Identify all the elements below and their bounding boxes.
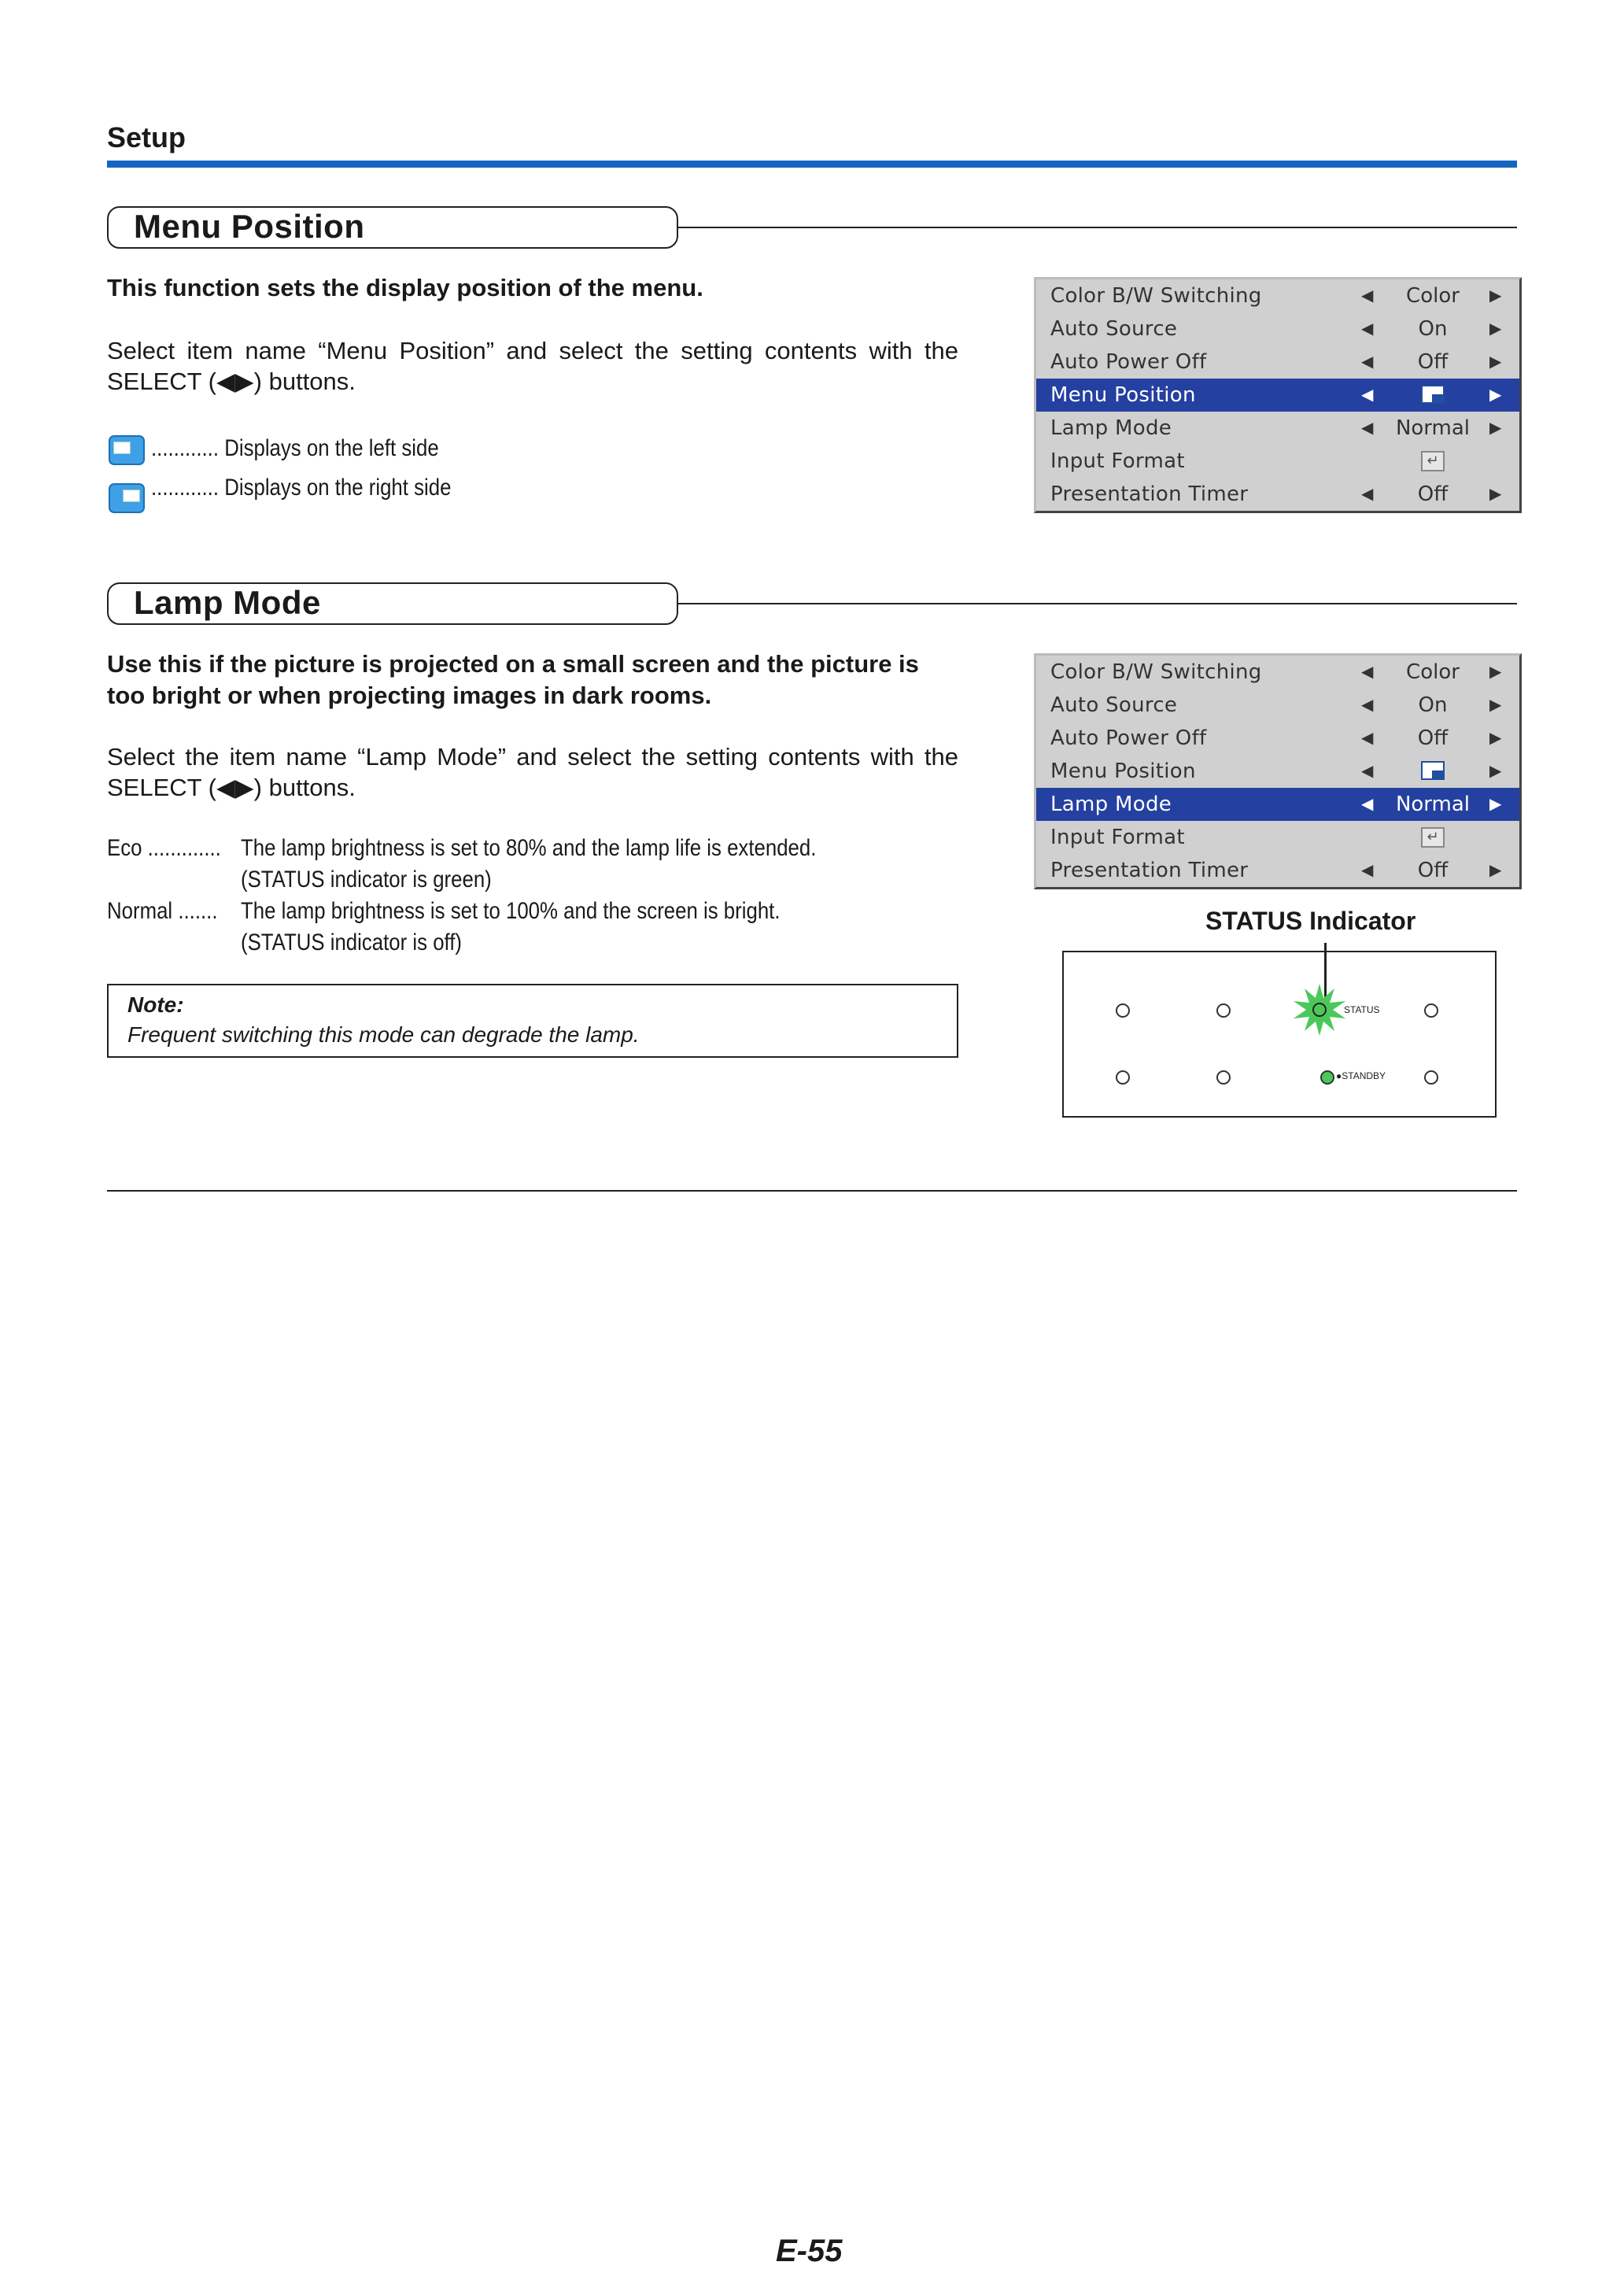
osd-label: Input Format bbox=[1050, 826, 1185, 849]
osd-value: Color bbox=[1406, 284, 1460, 308]
left-arrow-icon: ◀ bbox=[1361, 860, 1374, 879]
osd-row-auto-source[interactable] bbox=[1036, 312, 1519, 346]
right-arrow-icon: ▶ bbox=[1489, 286, 1502, 305]
note-text: Frequent switching this mode can degrade the lamp. bbox=[127, 1022, 640, 1047]
menu-position-lead: This function sets the display position of the menu. bbox=[107, 274, 703, 301]
option-leader: ....... bbox=[178, 898, 218, 924]
menu-left-icon bbox=[109, 435, 145, 465]
menu-position-body: Select item name “Menu Position” and select the setting contents with the SELECT (◀▶) buttons. bbox=[107, 337, 958, 395]
menu-right-icon bbox=[109, 483, 145, 513]
right-arrow-icon: ▶ bbox=[1489, 695, 1502, 714]
right-arrow-icon: ▶ bbox=[1489, 860, 1502, 879]
status-panel bbox=[1062, 951, 1497, 1118]
option-left bbox=[151, 433, 439, 464]
left-arrow-icon: ◀ bbox=[1361, 352, 1374, 371]
osd-row-input-format[interactable] bbox=[1036, 445, 1519, 478]
osd-value: Off bbox=[1417, 859, 1449, 882]
osd-label: Lamp Mode bbox=[1050, 416, 1172, 440]
osd-value: Color bbox=[1406, 660, 1460, 684]
lamp-option-eco-text: The lamp brightness is set to 80% and the lamp life is extended. bbox=[241, 835, 817, 861]
osd-row-menu-position[interactable] bbox=[1036, 755, 1519, 788]
indicator-hole bbox=[1216, 1003, 1231, 1018]
note-title: Note: bbox=[127, 992, 184, 1017]
menu-position-icon bbox=[1421, 385, 1445, 404]
left-arrow-icon: ◀ bbox=[1361, 794, 1374, 813]
osd-row-auto-power-off[interactable] bbox=[1036, 346, 1519, 379]
standby-label: ●STANDBY bbox=[1336, 1070, 1386, 1081]
osd-label: Input Format bbox=[1050, 449, 1185, 473]
lamp-option-normal-text: The lamp brightness is set to 100% and the screen is bright. bbox=[241, 898, 781, 924]
right-arrow-icon: ▶ bbox=[1489, 319, 1502, 338]
osd-menu-position bbox=[1034, 277, 1522, 513]
osd-row-color-bw[interactable] bbox=[1036, 279, 1519, 312]
osd-value: Normal bbox=[1395, 793, 1471, 816]
osd-value: Normal bbox=[1395, 416, 1471, 440]
osd-label: Auto Source bbox=[1050, 317, 1178, 341]
osd-label: Menu Position bbox=[1050, 759, 1196, 783]
option-leader: ............ bbox=[151, 475, 220, 501]
osd-row-presentation-timer[interactable] bbox=[1036, 478, 1519, 511]
left-arrow-icon: ◀ bbox=[1361, 761, 1374, 780]
right-arrow-icon: ▶ bbox=[1489, 385, 1502, 404]
lamp-option-normal bbox=[107, 896, 218, 927]
osd-label: Presentation Timer bbox=[1050, 859, 1249, 882]
right-arrow-icon: ▶ bbox=[1489, 352, 1502, 371]
osd-value: Off bbox=[1417, 726, 1449, 750]
section-rule bbox=[678, 603, 1517, 604]
enter-icon: ↵ bbox=[1421, 827, 1445, 848]
right-arrow-icon: ▶ bbox=[1489, 418, 1502, 437]
header-rule bbox=[107, 161, 1517, 168]
left-arrow-icon: ◀ bbox=[1361, 728, 1374, 747]
header-title: Setup bbox=[107, 121, 186, 153]
indicator-hole bbox=[1424, 1070, 1438, 1085]
lamp-option-normal-sub: (STATUS indicator is off) bbox=[241, 929, 463, 955]
indicator-hole bbox=[1216, 1070, 1231, 1085]
page-number: E-55 bbox=[776, 2234, 843, 2268]
left-arrow-icon: ◀ bbox=[1361, 418, 1374, 437]
indicator-hole bbox=[1116, 1003, 1130, 1018]
right-arrow-icon: ▶ bbox=[1489, 761, 1502, 780]
osd-label: Color B/W Switching bbox=[1050, 284, 1262, 308]
option-text: Displays on the right side bbox=[224, 475, 452, 501]
left-arrow-icon: ◀ bbox=[1361, 484, 1374, 503]
status-label: STATUS bbox=[1344, 1004, 1380, 1015]
left-arrow-icon: ◀ bbox=[1361, 695, 1374, 714]
osd-row-input-format[interactable] bbox=[1036, 821, 1519, 854]
right-arrow-icon: ▶ bbox=[1489, 794, 1502, 813]
osd-row-lamp-mode[interactable] bbox=[1036, 788, 1519, 821]
left-arrow-icon: ◀ bbox=[1361, 286, 1374, 305]
note-box bbox=[107, 984, 958, 1058]
osd-value: On bbox=[1418, 693, 1448, 717]
lamp-option-eco-sub: (STATUS indicator is green) bbox=[241, 867, 492, 893]
section-title-menu-position: Menu Position bbox=[134, 208, 365, 245]
left-arrow-icon: ◀ bbox=[1361, 662, 1374, 681]
osd-label: Auto Source bbox=[1050, 693, 1178, 717]
osd-label: Presentation Timer bbox=[1050, 482, 1249, 506]
left-arrow-icon: ◀ bbox=[1361, 319, 1374, 338]
option-label: Normal bbox=[107, 898, 173, 924]
osd-label: Menu Position bbox=[1050, 383, 1196, 407]
lamp-option-eco bbox=[107, 833, 221, 864]
indicator-hole bbox=[1116, 1070, 1130, 1085]
bottom-rule bbox=[107, 1190, 1517, 1192]
option-text: Displays on the left side bbox=[224, 435, 439, 461]
standby-led bbox=[1320, 1070, 1334, 1085]
section-rule bbox=[678, 227, 1517, 228]
status-indicator-caption: STATUS Indicator bbox=[1205, 907, 1416, 935]
lamp-mode-body: Select the item name “Lamp Mode” and select the setting contents with the SELECT (◀▶) buttons. bbox=[107, 743, 958, 801]
left-arrow-icon: ◀ bbox=[1361, 385, 1374, 404]
osd-label: Auto Power Off bbox=[1050, 726, 1207, 750]
enter-icon: ↵ bbox=[1421, 451, 1445, 471]
osd-row-auto-power-off[interactable] bbox=[1036, 722, 1519, 755]
osd-row-lamp-mode[interactable] bbox=[1036, 412, 1519, 445]
osd-row-presentation-timer[interactable] bbox=[1036, 854, 1519, 887]
option-label: Eco bbox=[107, 835, 142, 861]
indicator-hole bbox=[1424, 1003, 1438, 1018]
osd-row-auto-source[interactable] bbox=[1036, 689, 1519, 722]
osd-value: Off bbox=[1417, 350, 1449, 374]
osd-row-color-bw[interactable] bbox=[1036, 656, 1519, 689]
osd-lamp-mode bbox=[1034, 653, 1522, 889]
lamp-mode-lead: Use this if the picture is projected on a small screen and the picture is too bright or when projecting images in dark rooms. bbox=[107, 650, 919, 709]
menu-position-icon bbox=[1421, 761, 1445, 780]
option-right bbox=[151, 472, 451, 504]
osd-label: Lamp Mode bbox=[1050, 793, 1172, 816]
right-arrow-icon: ▶ bbox=[1489, 484, 1502, 503]
osd-label: Auto Power Off bbox=[1050, 350, 1207, 374]
section-title-lamp-mode: Lamp Mode bbox=[134, 584, 321, 621]
option-leader: ............ bbox=[151, 435, 220, 461]
option-leader: ............. bbox=[147, 835, 221, 861]
osd-value: Off bbox=[1417, 482, 1449, 506]
right-arrow-icon: ▶ bbox=[1489, 728, 1502, 747]
osd-row-menu-position[interactable] bbox=[1036, 379, 1519, 412]
osd-value: On bbox=[1418, 317, 1448, 341]
right-arrow-icon: ▶ bbox=[1489, 662, 1502, 681]
status-glow-icon bbox=[1294, 984, 1345, 1036]
osd-label: Color B/W Switching bbox=[1050, 660, 1262, 684]
